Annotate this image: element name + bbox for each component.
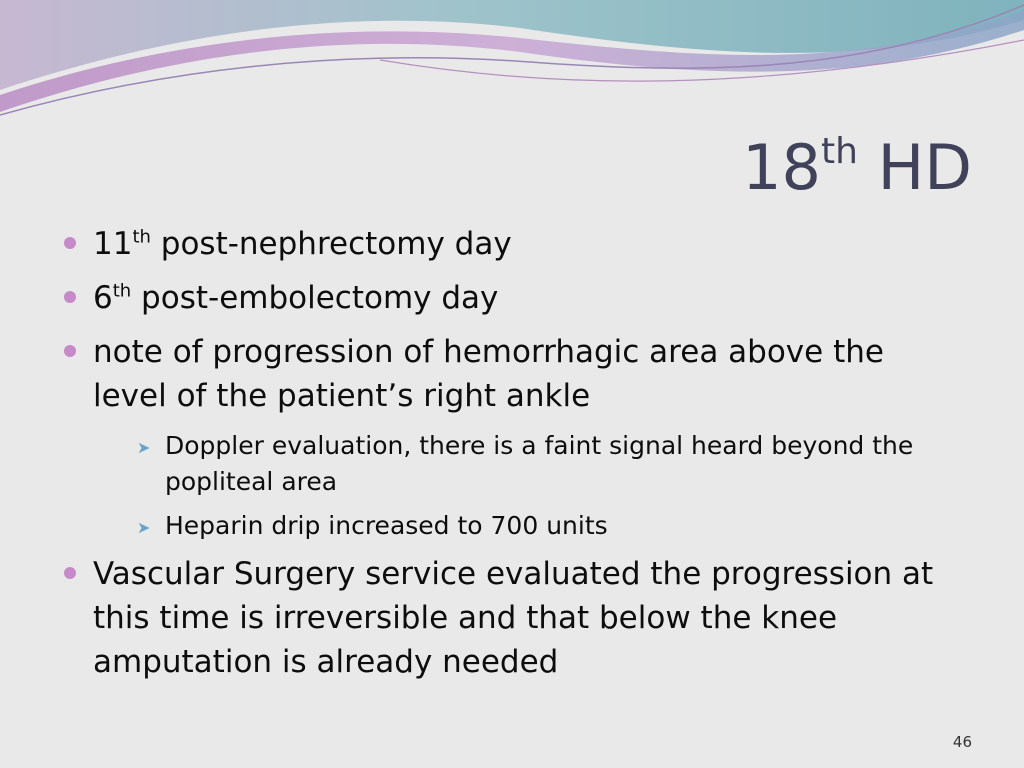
sub-list-item: ➤ Doppler evaluation, there is a faint signal heard beyond the popliteal area [137, 431, 914, 496]
slide-title: 18th HD [742, 131, 972, 204]
header-wave-decoration [0, 0, 1024, 130]
round-bullet-icon [64, 291, 76, 303]
round-bullet-icon [64, 237, 76, 249]
list-item: Vascular Surgery service evaluated the progression at this time is irreversible and that below the knee amputation is already needed [64, 552, 964, 684]
list-item: 6th post-embolectomy day [64, 276, 964, 320]
round-bullet-icon [64, 345, 76, 357]
page-number: 46 [952, 733, 972, 751]
round-bullet-icon [64, 567, 76, 579]
slide-content [64, 222, 964, 694]
arrowhead-bullet-icon: ➤ [137, 438, 151, 457]
sub-list-item: ➤ Heparin drip increased to 700 units [64, 508, 964, 544]
arrowhead-bullet-icon: ➤ [137, 518, 151, 537]
list-item: 11th post-nephrectomy day [64, 222, 964, 266]
list-item: note of progression of hemorrhagic area above the level of the patient’s right ankle [64, 330, 964, 418]
